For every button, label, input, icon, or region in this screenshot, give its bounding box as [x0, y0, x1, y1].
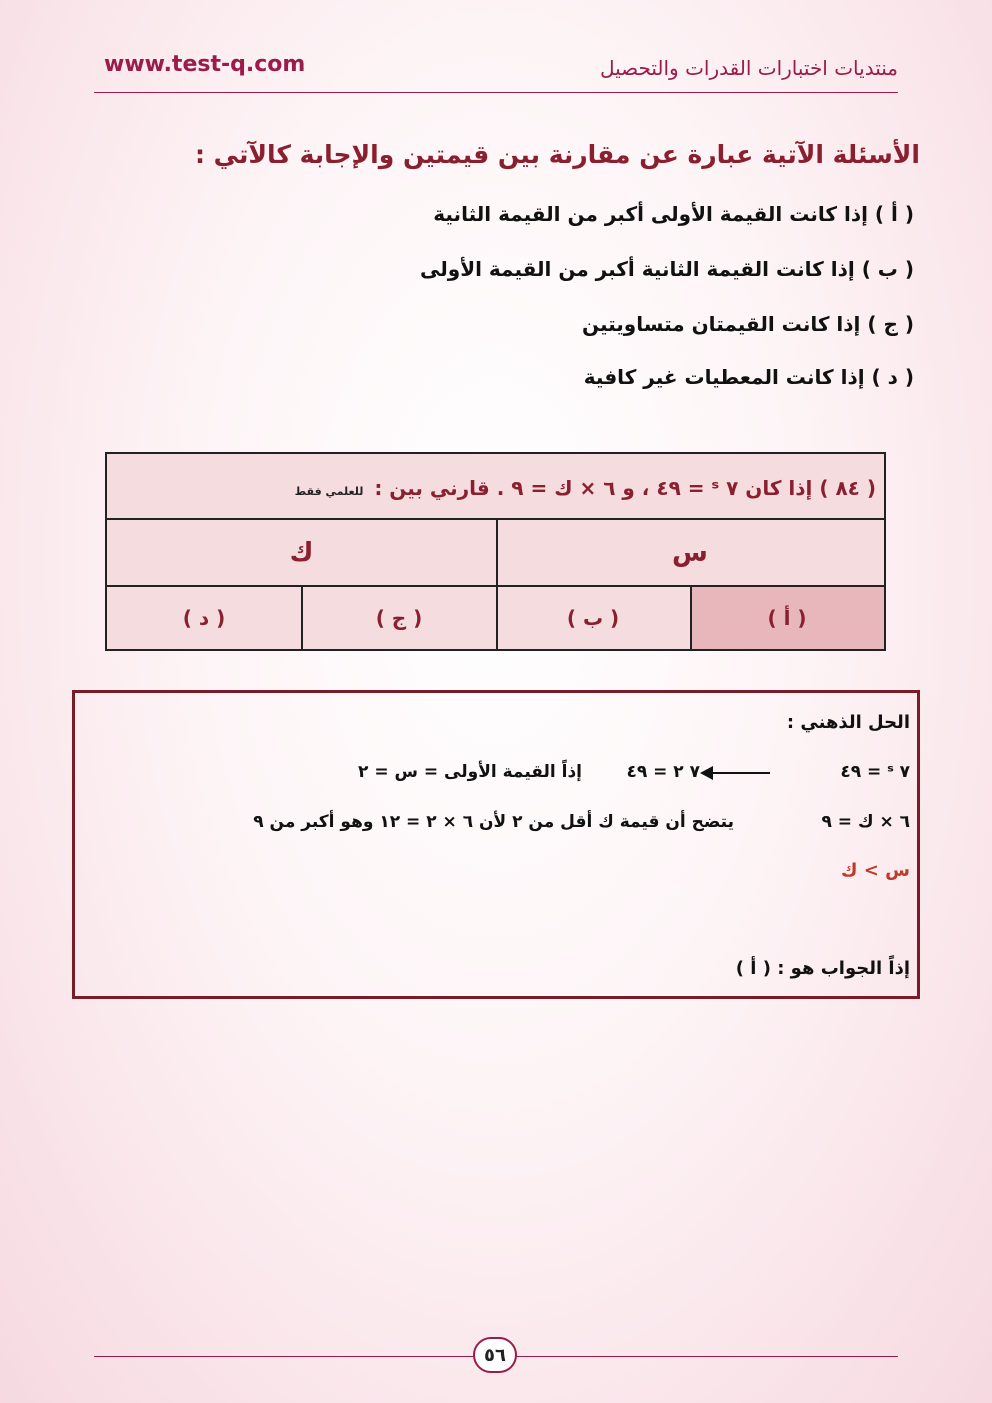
solution-line1-given: ٧ ˢ = ٤٩: [840, 762, 910, 782]
page-number: ٥٦: [473, 1337, 517, 1373]
option-d-description: ( د ) إذا كانت المعطيات غير كافية: [583, 365, 914, 389]
instructions-title: الأسئلة الآتية عبارة عن مقارنة بين قيمتين والإجابة كالآتي :: [194, 140, 920, 169]
question-text: [295, 476, 876, 500]
choice-divider: [301, 587, 303, 649]
choice-c[interactable]: ( ج ): [375, 606, 423, 630]
solution-line1-result: إذاً القيمة الأولى = س = ٢: [358, 762, 582, 782]
question-table: [105, 452, 886, 651]
column-divider: [496, 520, 498, 585]
arrow-left-icon: [700, 766, 713, 780]
option-b-description: ( ب ) إذا كانت القيمة الثانية أكبر من القيمة الأولى: [420, 257, 914, 281]
site-url[interactable]: www.test-q.com: [104, 52, 306, 77]
solution-comparison: س > ك: [841, 860, 910, 881]
choice-b[interactable]: ( ب ): [566, 606, 620, 630]
question-row: [107, 454, 884, 520]
column-s-header: س: [672, 537, 708, 568]
solution-line1-power: ٧ ٢ = ٤٩: [626, 762, 700, 782]
arrow-line: [712, 772, 770, 774]
header-divider: [94, 92, 898, 93]
solution-title: الحل الذهني :: [786, 712, 910, 733]
columns-row: [107, 520, 884, 587]
solution-box: [72, 690, 920, 999]
choice-a[interactable]: ( أ ): [690, 587, 884, 649]
choice-divider: [690, 587, 692, 649]
solution-answer: إذاً الجواب هو : ( أ ): [735, 958, 910, 979]
solution-line2-explanation: يتضح أن قيمة ك أقل من ٢ لأن ٦ × ٢ = ١٢ وهو أكبر من ٩: [253, 812, 734, 832]
option-c-description: ( ج ) إذا كانت القيمتان متساويتين: [581, 312, 914, 336]
question-statement: ( ٨٤ ) إذا كان ٧ ˢ = ٤٩ ، و ٦ × ك = ٩ . قارني بين :: [374, 476, 876, 500]
choice-d[interactable]: ( د ): [182, 606, 226, 630]
column-k-header: ك: [289, 537, 314, 568]
forum-title: منتديات اختبارات القدرات والتحصيل: [599, 56, 898, 80]
choices-row: [107, 587, 884, 649]
question-note: للعلمي فقط: [294, 485, 364, 498]
solution-line2-given: ٦ × ك = ٩: [821, 812, 910, 832]
option-a-description: ( أ ) إذا كانت القيمة الأولى أكبر من القيمة الثانية: [433, 202, 914, 226]
choice-divider: [496, 587, 498, 649]
